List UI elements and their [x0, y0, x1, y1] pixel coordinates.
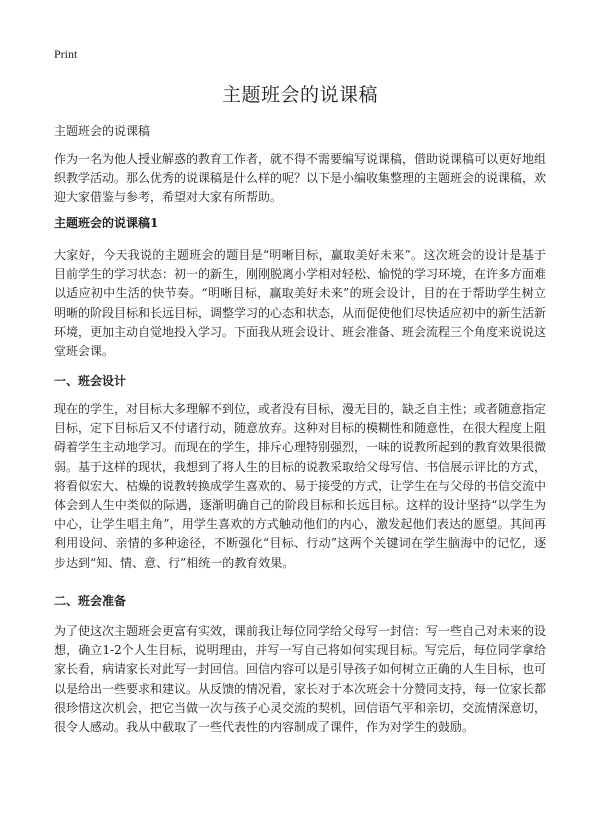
- section-heading-design: 一、班会设计: [54, 374, 127, 388]
- body-paragraph-1: 大家好，今天我说的主题班会的题目是“明晰目标，赢取美好未来”。这次班会的设计是基于目前学生的学习状态：初一的新生，刚刚脱离小学相对轻松、愉悦的学习环境，在许多方面难以适应初中生活的快节奏。“明晰目标，赢取美好未来”的班会设计，目的在于帮助学生树立明晰的阶段目标和长远目标，调整学习的心态和状态，从而促使他们尽快适应初中的新生活新环境，更加主动自觉地投入学习。下面我从班会设计、班会准备、班会流程三个角度来说说这堂班会课。: [54, 248, 547, 359]
- intro-paragraph: 作为一名为他人授业解惑的教育工作者，就不得不需要编写说课稿，借助说课稿可以更好地组织教学活动。那么优秀的说课稿是什么样的呢？以下是小编收集整理的主题班会的说课稿，欢迎大家借鉴与参考，希望对大家有所帮助。: [54, 152, 547, 205]
- document-title: 主题班会的说课稿: [221, 84, 378, 106]
- body-paragraph-2: 现在的学生，对目标大多理解不到位，或者没有目标，漫无目的，缺乏自主性；或者随意指定目标，定下目标后又不付诸行动，随意放弃。这种对目标的模糊性和随意性，在很大程度上阻碍着学生主动地学习。而现在的学生，排斥心理特别强烈，一味的说教所起到的教育效果很微弱。基于这样的现状，我想到了将人生的目标的说教采取给父母写信、书信展示评比的方式，将看似宏大、枯燥的说教转换成学生喜欢的、易于接受的方式，让学生在与父母的书信交流中体会到人生中类似的际遇，逐渐明确自己的阶段目标和长远目标。这样的设计坚持“以学生为中心，让学生唱主角”，用学生喜欢的方式触动他们的内心，激发起他们表达的愿望。其间再利用设问、亲情的多种途径，不断强化“目标、行动”这两个关键词在学生脑海中的记忆，逐步达到“知、情、意、行”相统一的教育效果。: [54, 402, 547, 570]
- article-heading: 主题班会的说课稿1: [54, 216, 159, 230]
- print-link[interactable]: Print: [54, 47, 78, 61]
- body-paragraph-3: 为了使这次主题班会更富有实效，课前我让每位同学给父母写一封信：写一些自己对未来的设想，确立1-2个人生目标，说明理由，并写一写自己将如何实现目标。写完后，每位同学拿给家长看，病请家长对此写一封回信。回信内容可以是引导孩子如何树立正确的人生目标，也可以是给出一些要求和建议。从反馈的情况看，家长对于本次班会十分赞同支持，每一位家长都很珍惜这次机会，把它当做一次与孩子心灵交流的契机，回信语气平和亲切，交流情深意切，很令人感动。我从中截取了一些代表性的内容制成了课件，作为对学生的鼓励。: [54, 624, 547, 735]
- document-subtitle: 主题班会的说课稿: [54, 124, 151, 138]
- section-heading-preparation: 二、班会准备: [54, 594, 127, 608]
